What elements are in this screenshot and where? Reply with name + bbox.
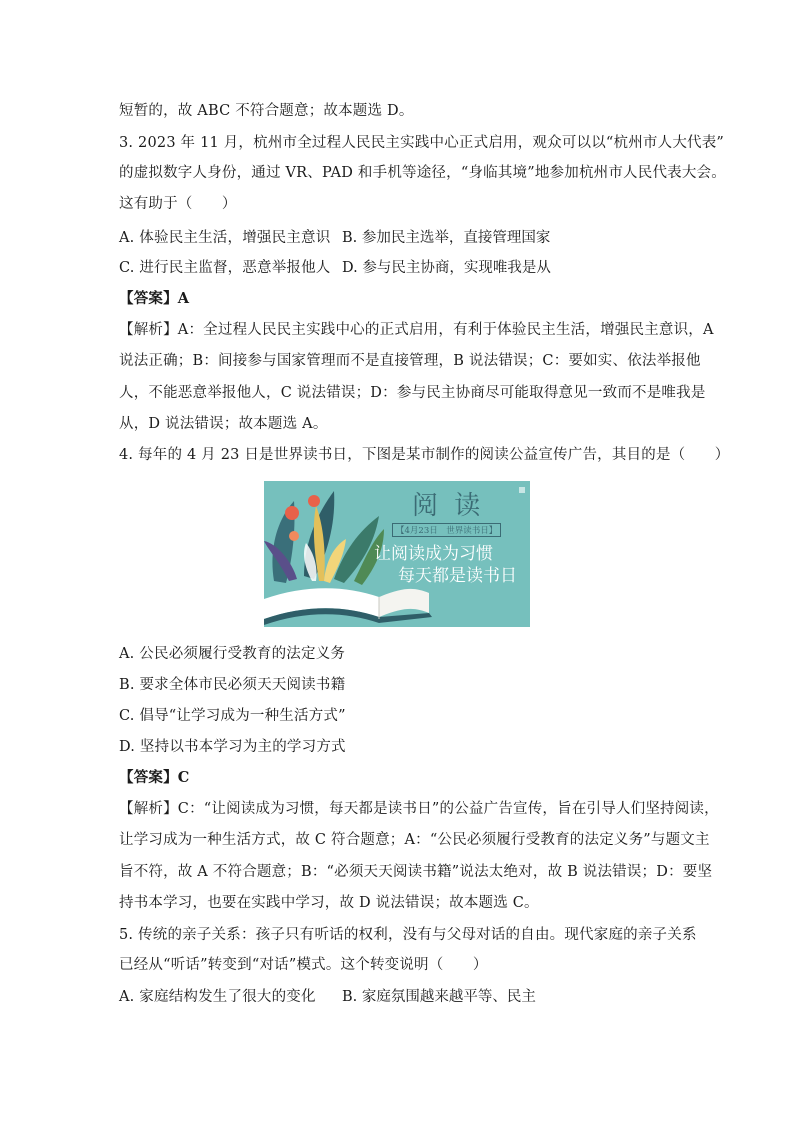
explanation-line: 说法正确；B：间接参与国家管理而不是直接管理，B 说法错误；C：要如实、依法举报他 — [119, 353, 701, 369]
question-4-stem: 4. 每年的 4 月 23 日是世界读书日，下图是某市制作的阅读公益宣传广告，其目的是（ ） — [119, 447, 730, 463]
option-d: D. 坚持以书本学习为主的学习方式 — [119, 739, 346, 755]
option-b: B. 参加民主选举，直接管理国家 — [342, 230, 551, 246]
explanation-line: 人，不能恶意举报他人，C 说法错误；D：参与民主协商尽可能取得意见一致而不是唯我是 — [119, 385, 706, 401]
question-5-stem: 5. 传统的亲子关系：孩子只有听话的权利，没有与父母对话的自由。现代家庭的亲子关系 — [119, 927, 697, 943]
answer-label: 【答案】C — [119, 769, 190, 786]
option-b: B. 家庭氛围越来越平等、民主 — [342, 989, 536, 1005]
explanation-line: 【解析】A：全过程人民民主实践中心的正式启用，有利于体验民主生活，增强民主意识，A — [119, 322, 714, 338]
explanation-line: 从，D 说法错误；故本题选 A。 — [119, 416, 328, 432]
option-d: D. 参与民主协商，实现唯我是从 — [342, 260, 551, 276]
poster-slogan-line-2: 每天都是读书日 — [398, 566, 517, 586]
poster-slogan-line-1: 让阅读成为习惯 — [374, 544, 493, 564]
poster-title: 阅 读 — [412, 491, 485, 521]
question-3-stem: 3. 2023 年 11 月，杭州市全过程人民民主实践中心正式启用，观众可以以“杭州市人大代表” — [119, 135, 725, 151]
option-a: A. 公民必须履行受教育的法定义务 — [119, 646, 346, 662]
option-b: B. 要求全体市民必须天天阅读书籍 — [119, 677, 346, 693]
question-5-stem: 已经从“听话”转变到“对话”模式。这个转变说明（ ） — [119, 957, 488, 973]
option-a: A. 体验民主生活，增强民主意识 — [119, 230, 331, 246]
option-c: C. 进行民主监督，恶意举报他人 — [119, 260, 331, 276]
option-c: C. 倡导“让学习成为一种生活方式” — [119, 708, 346, 724]
text-line: 短暂的，故 ABC 不符合题意；故本题选 D。 — [119, 103, 414, 119]
explanation-line: 让学习成为一种生活方式，故 C 符合题意；A：“公民必须履行受教育的法定义务”与题文主 — [119, 832, 710, 848]
explanation-line: 【解析】C：“让阅读成为习惯，每天都是读书日”的公益广告宣传，旨在引导人们坚持阅读， — [119, 801, 719, 817]
question-3-stem: 的虚拟数字人身份，通过 VR、PAD 和手机等途径，“身临其境”地参加杭州市人民代表大会。 — [119, 165, 726, 181]
explanation-line: 持书本学习，也要在实践中学习，故 D 说法错误；故本题选 C。 — [119, 895, 539, 911]
reading-poster-image — [264, 481, 530, 627]
option-a: A. 家庭结构发生了很大的变化 — [119, 989, 316, 1005]
explanation-line: 旨不符，故 A 不符合题意；B：“必须天天阅读书籍”说法太绝对，故 B 说法错误；D：要坚 — [119, 864, 713, 880]
poster-date-tag: 【4月23日 世界读书日】 — [392, 523, 501, 537]
answer-label: 【答案】A — [119, 290, 190, 307]
question-3-stem: 这有助于（ ） — [119, 196, 237, 212]
